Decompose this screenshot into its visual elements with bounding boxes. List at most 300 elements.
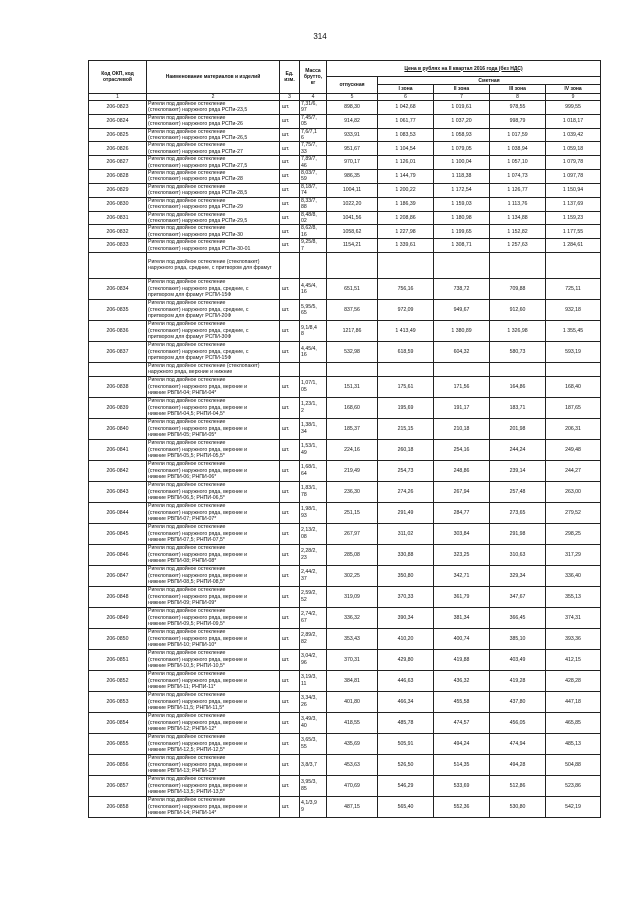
table-row xyxy=(89,183,601,197)
item-name: Ригели под двойное остекление (стеклопакет) наружного ряда, средние, с притвором для фрамуг РСПИ-15Ф xyxy=(147,278,280,299)
table-row xyxy=(89,670,601,691)
item-unit: шт. xyxy=(280,418,300,439)
price-zone3: 437,80 xyxy=(490,691,546,712)
table-row xyxy=(89,502,601,523)
price-zone1: 291,49 xyxy=(378,502,434,523)
table-row xyxy=(89,586,601,607)
item-unit: шт. xyxy=(280,320,300,341)
price-zone4: 1 079,78 xyxy=(546,156,601,170)
item-name: Ригели под двойное остекление (стеклопакет) наружного ряда, средние, с притвором для фрамуг xyxy=(147,252,280,278)
price-zone4: 393,36 xyxy=(546,628,601,649)
item-mass: 9,1/8,4 8 xyxy=(300,320,327,341)
table-row xyxy=(89,197,601,211)
item-unit: шт. xyxy=(280,299,300,320)
price-zone1: 1 083,53 xyxy=(378,128,434,142)
price-zone1: 260,18 xyxy=(378,439,434,460)
price-zone2: 1 308,71 xyxy=(434,239,490,253)
price-release: 251,15 xyxy=(327,502,378,523)
item-mass: 2,13/2, 08 xyxy=(300,523,327,544)
price-release: 470,69 xyxy=(327,775,378,796)
price-zone2: 381,34 xyxy=(434,607,490,628)
price-release: 933,91 xyxy=(327,128,378,142)
price-zone3: 456,05 xyxy=(490,712,546,733)
item-mass: 3,34/3, 26 xyxy=(300,691,327,712)
item-unit: шт. xyxy=(280,278,300,299)
price-zone3: 403,49 xyxy=(490,649,546,670)
price-zone2 xyxy=(434,252,490,278)
item-mass: 1,68/1, 64 xyxy=(300,460,327,481)
price-zone3: 244,24 xyxy=(490,439,546,460)
item-code: 206-0827 xyxy=(89,156,147,170)
item-unit: шт. xyxy=(280,712,300,733)
item-name: Ригели под двойное остекление (стеклопакет) наружного ряда, верхние и нижние РВПИ-06,5; РНПИ-06,5* xyxy=(147,481,280,502)
column-index-cell: 3 xyxy=(280,94,300,101)
item-unit: шт. xyxy=(280,197,300,211)
price-zone1: 311,02 xyxy=(378,523,434,544)
item-mass: 9,25/8, 7 xyxy=(300,239,327,253)
item-mass: 8,33/7, 88 xyxy=(300,197,327,211)
item-code: 206-0824 xyxy=(89,114,147,128)
price-zone4: 298,25 xyxy=(546,523,601,544)
price-zone3: 385,10 xyxy=(490,628,546,649)
item-code: 206-0858 xyxy=(89,796,147,817)
item-code: 206-0843 xyxy=(89,481,147,502)
price-zone1: 390,34 xyxy=(378,607,434,628)
price-zone3: 474,94 xyxy=(490,733,546,754)
price-zone1: 1 339,61 xyxy=(378,239,434,253)
price-zone4: 187,65 xyxy=(546,397,601,418)
price-zone1: 1 200,22 xyxy=(378,183,434,197)
item-mass: 8,62/8, 16 xyxy=(300,225,327,239)
item-code: 206-0856 xyxy=(89,754,147,775)
header-unit: Ед. изм. xyxy=(280,61,300,94)
item-unit: шт. xyxy=(280,142,300,156)
item-unit: шт. xyxy=(280,775,300,796)
item-unit xyxy=(280,252,300,278)
item-mass: 7,31/6, 97 xyxy=(300,101,327,115)
header-mass: Масса брутто, кг xyxy=(300,61,327,94)
table-row xyxy=(89,170,601,184)
header-estimate: Сметная xyxy=(378,77,601,85)
item-name: Ригели под двойное остекление (стеклопакет) наружного ряда РСПи-28,5 xyxy=(147,183,280,197)
price-zone2: 361,79 xyxy=(434,586,490,607)
price-zone3: 1 017,59 xyxy=(490,128,546,142)
table-row xyxy=(89,775,601,796)
price-zone1: 410,20 xyxy=(378,628,434,649)
item-unit: шт. xyxy=(280,439,300,460)
price-release: 236,30 xyxy=(327,481,378,502)
item-mass: 4,1/3,9 9 xyxy=(300,796,327,817)
item-name: Ригели под двойное остекление (стеклопакет) наружного ряда, верхние и нижние РВПИ-04,5; РНПИ-04,5* xyxy=(147,397,280,418)
header-price xyxy=(327,61,601,77)
item-mass: 7,45/7, 05 xyxy=(300,114,327,128)
price-zone1: 429,80 xyxy=(378,649,434,670)
table-row xyxy=(89,691,601,712)
item-name: Ригели под двойное остекление (стеклопакет) наружного ряда, верхние и нижние РВПИ-09; РНПИ-09* xyxy=(147,586,280,607)
item-name: Ригели под двойное остекление (стеклопакет) наружного ряда, верхние и нижние РВПИ-07; РНПИ-07* xyxy=(147,502,280,523)
price-zone2 xyxy=(434,362,490,376)
price-zone3: 709,88 xyxy=(490,278,546,299)
price-zone3: 329,34 xyxy=(490,565,546,586)
item-unit: шт. xyxy=(280,754,300,775)
item-unit: шт. xyxy=(280,239,300,253)
item-code: 206-0847 xyxy=(89,565,147,586)
price-release: 970,17 xyxy=(327,156,378,170)
item-name: Ригели под двойное остекление (стеклопакет) наружного ряда РСПи-27,5 xyxy=(147,156,280,170)
price-zone2: 1 019,61 xyxy=(434,101,490,115)
item-mass: 3,04/2, 96 xyxy=(300,649,327,670)
price-release: 951,67 xyxy=(327,142,378,156)
price-zone4: 355,13 xyxy=(546,586,601,607)
price-zone3: 978,55 xyxy=(490,101,546,115)
item-unit: шт. xyxy=(280,211,300,225)
price-release: 370,31 xyxy=(327,649,378,670)
column-index-cell: 4 xyxy=(300,94,327,101)
item-code: 206-0839 xyxy=(89,397,147,418)
price-zone3: 419,28 xyxy=(490,670,546,691)
item-code: 206-0826 xyxy=(89,142,147,156)
item-name: Ригели под двойное остекление (стеклопакет) наружного ряда, верхние и нижние РВПИ-11; РНПИ-11* xyxy=(147,670,280,691)
item-mass: 7,89/7, 46 xyxy=(300,156,327,170)
table-row xyxy=(89,754,601,775)
price-release: 418,55 xyxy=(327,712,378,733)
item-name: Ригели под двойное остекление (стеклопакет) наружного ряда РСПи-29 xyxy=(147,197,280,211)
item-mass: 1,38/1, 34 xyxy=(300,418,327,439)
price-zone4: 542,19 xyxy=(546,796,601,817)
price-zone1: 1 126,01 xyxy=(378,156,434,170)
table-row xyxy=(89,523,601,544)
item-code: 206-0850 xyxy=(89,628,147,649)
price-zone4: 206,31 xyxy=(546,418,601,439)
column-index-cell: 7 xyxy=(434,94,490,101)
item-code: 206-0852 xyxy=(89,670,147,691)
table-row xyxy=(89,341,601,362)
item-mass: 7,75/7, 33 xyxy=(300,142,327,156)
item-unit: шт. xyxy=(280,691,300,712)
price-zone3: 183,71 xyxy=(490,397,546,418)
item-code: 206-0832 xyxy=(89,225,147,239)
item-mass: 4,45/4, 16 xyxy=(300,341,327,362)
price-zone2: 552,36 xyxy=(434,796,490,817)
table-row xyxy=(89,544,601,565)
price-zone4: 447,18 xyxy=(546,691,601,712)
price-release: 224,16 xyxy=(327,439,378,460)
item-name: Ригели под двойное остекление (стеклопакет) наружного ряда, верхние и нижние РВПИ-10; РНПИ-10* xyxy=(147,628,280,649)
table-row xyxy=(89,299,601,320)
item-mass: 3,95/3, 85 xyxy=(300,775,327,796)
price-zone2: 210,18 xyxy=(434,418,490,439)
price-zone2: 1 037,20 xyxy=(434,114,490,128)
item-code: 206-0833 xyxy=(89,239,147,253)
header-zone3: III зона xyxy=(490,85,546,94)
item-code: 206-0829 xyxy=(89,183,147,197)
item-mass: 2,74/2, 67 xyxy=(300,607,327,628)
item-unit: шт. xyxy=(280,225,300,239)
price-release: 285,08 xyxy=(327,544,378,565)
price-zone2: 342,71 xyxy=(434,565,490,586)
price-zone4: 1 097,78 xyxy=(546,170,601,184)
price-zone4: 1 150,94 xyxy=(546,183,601,197)
item-name: Ригели под двойное остекление (стеклопакет) наружного ряда, верхние и нижние РВПИ-07,5; РНПИ-07,5* xyxy=(147,523,280,544)
item-code: 206-0841 xyxy=(89,439,147,460)
item-unit: шт. xyxy=(280,481,300,502)
price-release: 219,49 xyxy=(327,460,378,481)
item-mass: 3,8/3,7 xyxy=(300,754,327,775)
price-zone4: 593,19 xyxy=(546,341,601,362)
table-row xyxy=(89,156,601,170)
price-zone1: 215,15 xyxy=(378,418,434,439)
price-zone4: 1 018,17 xyxy=(546,114,601,128)
price-zone4: 1 284,61 xyxy=(546,239,601,253)
price-zone1 xyxy=(378,362,434,376)
price-release: 319,09 xyxy=(327,586,378,607)
item-code: 206-0830 xyxy=(89,197,147,211)
table-row xyxy=(89,114,601,128)
item-code: 206-0853 xyxy=(89,691,147,712)
item-unit: шт. xyxy=(280,502,300,523)
item-code: 206-0842 xyxy=(89,460,147,481)
price-zone4: 428,28 xyxy=(546,670,601,691)
item-unit: шт. xyxy=(280,170,300,184)
price-zone3: 164,86 xyxy=(490,376,546,397)
price-zone1: 1 208,86 xyxy=(378,211,434,225)
price-zone4: 932,18 xyxy=(546,299,601,320)
price-zone4: 279,52 xyxy=(546,502,601,523)
table-row xyxy=(89,128,601,142)
item-mass: 2,59/2, 52 xyxy=(300,586,327,607)
item-code: 206-0838 xyxy=(89,376,147,397)
price-zone2: 604,32 xyxy=(434,341,490,362)
price-zone1: 370,33 xyxy=(378,586,434,607)
item-name: Ригели под двойное остекление (стеклопакет) наружного ряда РСПи-30 xyxy=(147,225,280,239)
price-zone1: 254,73 xyxy=(378,460,434,481)
price-zone4: 317,29 xyxy=(546,544,601,565)
item-code: 206-0855 xyxy=(89,733,147,754)
price-zone3 xyxy=(490,362,546,376)
price-zone3: 291,98 xyxy=(490,523,546,544)
item-name: Ригели под двойное остекление (стеклопакет) наружного ряда, верхние и нижние РВПИ-05; РНПИ-05* xyxy=(147,418,280,439)
price-release: 487,15 xyxy=(327,796,378,817)
price-zone1: 505,91 xyxy=(378,733,434,754)
item-name: Ригели под двойное остекление (стеклопакет) наружного ряда, средние, с притвором для фрамуг РСПИ-30Ф xyxy=(147,320,280,341)
price-zone3: 1 113,76 xyxy=(490,197,546,211)
price-release: 986,35 xyxy=(327,170,378,184)
table-row xyxy=(89,628,601,649)
price-zone1: 1 227,98 xyxy=(378,225,434,239)
item-mass xyxy=(300,252,327,278)
price-zone2: 455,58 xyxy=(434,691,490,712)
price-zone1: 1 104,54 xyxy=(378,142,434,156)
item-name: Ригели под двойное остекление (стеклопакет) наружного ряда, верхние и нижние РВПИ-04; РНПИ-04* xyxy=(147,376,280,397)
item-mass: 7,6/7,1 6 xyxy=(300,128,327,142)
table-body xyxy=(89,101,601,818)
price-zone1: 195,69 xyxy=(378,397,434,418)
price-release: 151,31 xyxy=(327,376,378,397)
item-name: Ригели под двойное остекление (стеклопакет) наружного ряда, верхние и нижние РВПИ-10,5; РНПИ-10,5* xyxy=(147,649,280,670)
item-unit: шт. xyxy=(280,376,300,397)
item-unit: шт. xyxy=(280,586,300,607)
item-code xyxy=(89,362,147,376)
item-name: Ригели под двойное остекление (стеклопакет) наружного ряда, верхние и нижние xyxy=(147,362,280,376)
price-zone3: 1 134,88 xyxy=(490,211,546,225)
item-unit: шт. xyxy=(280,628,300,649)
table-row xyxy=(89,239,601,253)
item-unit: шт. xyxy=(280,649,300,670)
table-row xyxy=(89,376,601,397)
item-mass: 4,45/4, 16 xyxy=(300,278,327,299)
item-code: 206-0849 xyxy=(89,607,147,628)
price-zone3: 347,67 xyxy=(490,586,546,607)
price-zone2: 1 380,89 xyxy=(434,320,490,341)
item-code: 206-0840 xyxy=(89,418,147,439)
price-zone2: 1 118,38 xyxy=(434,170,490,184)
price-release: 532,98 xyxy=(327,341,378,362)
item-code: 206-0831 xyxy=(89,211,147,225)
item-name: Ригели под двойное остекление (стеклопакет) наружного ряда РСПи-28 xyxy=(147,170,280,184)
price-zone2: 303,84 xyxy=(434,523,490,544)
item-mass xyxy=(300,362,327,376)
price-zone1: 1 144,79 xyxy=(378,170,434,184)
item-name: Ригели под двойное остекление (стеклопакет) наружного ряда, верхние и нижние РВПИ-14; РНПИ-14* xyxy=(147,796,280,817)
price-zone2: 267,94 xyxy=(434,481,490,502)
price-zone2: 1 159,03 xyxy=(434,197,490,211)
price-release: 401,80 xyxy=(327,691,378,712)
table-row xyxy=(89,225,601,239)
item-unit: шт. xyxy=(280,341,300,362)
item-unit xyxy=(280,362,300,376)
item-unit: шт. xyxy=(280,565,300,586)
price-zone3: 1 257,63 xyxy=(490,239,546,253)
price-zone1: 1 042,68 xyxy=(378,101,434,115)
price-zone3: 512,86 xyxy=(490,775,546,796)
price-zone1: 1 413,49 xyxy=(378,320,434,341)
item-name: Ригели под двойное остекление (стеклопакет) наружного ряда РСПи-23,5 xyxy=(147,101,280,115)
price-release: 1154,21 xyxy=(327,239,378,253)
price-release: 384,81 xyxy=(327,670,378,691)
item-name: Ригели под двойное остекление (стеклопакет) наружного ряда, верхние и нижние РВПИ-08; РНПИ-08* xyxy=(147,544,280,565)
price-zone1: 972,09 xyxy=(378,299,434,320)
price-zone4: 263,00 xyxy=(546,481,601,502)
price-release: 185,37 xyxy=(327,418,378,439)
item-mass: 1,53/1, 49 xyxy=(300,439,327,460)
item-unit: шт. xyxy=(280,397,300,418)
price-zone1: 330,88 xyxy=(378,544,434,565)
price-zone2: 171,56 xyxy=(434,376,490,397)
price-zone4: 523,86 xyxy=(546,775,601,796)
item-name: Ригели под двойное остекление (стеклопакет) наружного ряда, средние, с притвором для фрамуг РСПИ-15Ф xyxy=(147,341,280,362)
item-code: 206-0848 xyxy=(89,586,147,607)
column-index-cell: 2 xyxy=(147,94,280,101)
price-release: 1058,62 xyxy=(327,225,378,239)
price-zone2: 248,86 xyxy=(434,460,490,481)
table-row xyxy=(89,211,601,225)
price-release: 651,51 xyxy=(327,278,378,299)
price-zone4: 168,40 xyxy=(546,376,601,397)
price-zone1: 565,40 xyxy=(378,796,434,817)
price-zone2: 284,77 xyxy=(434,502,490,523)
item-mass: 1,98/1, 93 xyxy=(300,502,327,523)
column-index-cell: 9 xyxy=(546,94,601,101)
price-release: 267,97 xyxy=(327,523,378,544)
column-index-cell: 6 xyxy=(378,94,434,101)
item-unit: шт. xyxy=(280,733,300,754)
price-zone4: 249,48 xyxy=(546,439,601,460)
price-zone2: 254,16 xyxy=(434,439,490,460)
price-zone1: 546,29 xyxy=(378,775,434,796)
item-code: 206-0823 xyxy=(89,101,147,115)
price-zone1: 618,59 xyxy=(378,341,434,362)
price-zone1: 1 061,77 xyxy=(378,114,434,128)
price-zone4: 1 039,42 xyxy=(546,128,601,142)
item-mass: 3,49/3, 40 xyxy=(300,712,327,733)
item-unit: шт. xyxy=(280,183,300,197)
item-mass: 8,18/7, 74 xyxy=(300,183,327,197)
table-row xyxy=(89,796,601,817)
price-zone2: 436,32 xyxy=(434,670,490,691)
column-index-cell: 5 xyxy=(327,94,378,101)
price-release xyxy=(327,362,378,376)
price-release: 453,63 xyxy=(327,754,378,775)
price-zone3: 912,60 xyxy=(490,299,546,320)
item-name: Ригели под двойное остекление (стеклопакет) наружного ряда РСПи-26,5 xyxy=(147,128,280,142)
header-code: Код ОКП, код отраслевой xyxy=(89,61,147,94)
item-name: Ригели под двойное остекление (стеклопакет) наружного ряда РСПи-27 xyxy=(147,142,280,156)
price-zone4: 244,27 xyxy=(546,460,601,481)
item-name: Ригели под двойное остекление (стеклопакет) наружного ряда, верхние и нижние РВПИ-12; РНПИ-12* xyxy=(147,712,280,733)
table-row xyxy=(89,460,601,481)
price-zone3: 239,14 xyxy=(490,460,546,481)
price-zone4: 1 177,55 xyxy=(546,225,601,239)
price-zone4: 999,55 xyxy=(546,101,601,115)
price-zone3: 1 126,77 xyxy=(490,183,546,197)
price-zone1: 175,61 xyxy=(378,376,434,397)
price-release: 914,82 xyxy=(327,114,378,128)
price-zone2: 1 180,98 xyxy=(434,211,490,225)
price-zone2: 1 199,65 xyxy=(434,225,490,239)
price-release: 837,56 xyxy=(327,299,378,320)
table-row xyxy=(89,397,601,418)
header-zone4: IV зона xyxy=(546,85,601,94)
item-mass: 3,65/3, 55 xyxy=(300,733,327,754)
item-name: Ригели под двойное остекление (стеклопакет) наружного ряда, верхние и нижние РВПИ-05,5; РНПИ-05,5* xyxy=(147,439,280,460)
price-release: 898,30 xyxy=(327,101,378,115)
item-unit: шт. xyxy=(280,101,300,115)
price-zone4: 336,40 xyxy=(546,565,601,586)
header-name: Наименование материалов и изделий xyxy=(147,61,280,94)
price-zone1: 466,34 xyxy=(378,691,434,712)
item-code: 206-0854 xyxy=(89,712,147,733)
column-index-row xyxy=(89,94,601,101)
item-unit: шт. xyxy=(280,114,300,128)
price-zone2: 1 079,05 xyxy=(434,142,490,156)
price-release: 1041,56 xyxy=(327,211,378,225)
table-row xyxy=(89,418,601,439)
item-mass: 8,48/8, 02 xyxy=(300,211,327,225)
price-zone2: 191,17 xyxy=(434,397,490,418)
item-code: 206-0857 xyxy=(89,775,147,796)
item-mass: 5,95/5, 65 xyxy=(300,299,327,320)
price-release: 336,32 xyxy=(327,607,378,628)
price-zone1: 350,80 xyxy=(378,565,434,586)
item-code: 206-0837 xyxy=(89,341,147,362)
table-row xyxy=(89,142,601,156)
price-zone4 xyxy=(546,252,601,278)
price-zone4: 1 137,69 xyxy=(546,197,601,211)
item-name: Ригели под двойное остекление (стеклопакет) наружного ряда, верхние и нижние РВПИ-13; РНПИ-13* xyxy=(147,754,280,775)
header-price-text: Цена в рублях на II квартал 2016 года (без НДС) xyxy=(404,65,523,72)
table-row xyxy=(89,439,601,460)
item-mass: 3,19/3, 11 xyxy=(300,670,327,691)
